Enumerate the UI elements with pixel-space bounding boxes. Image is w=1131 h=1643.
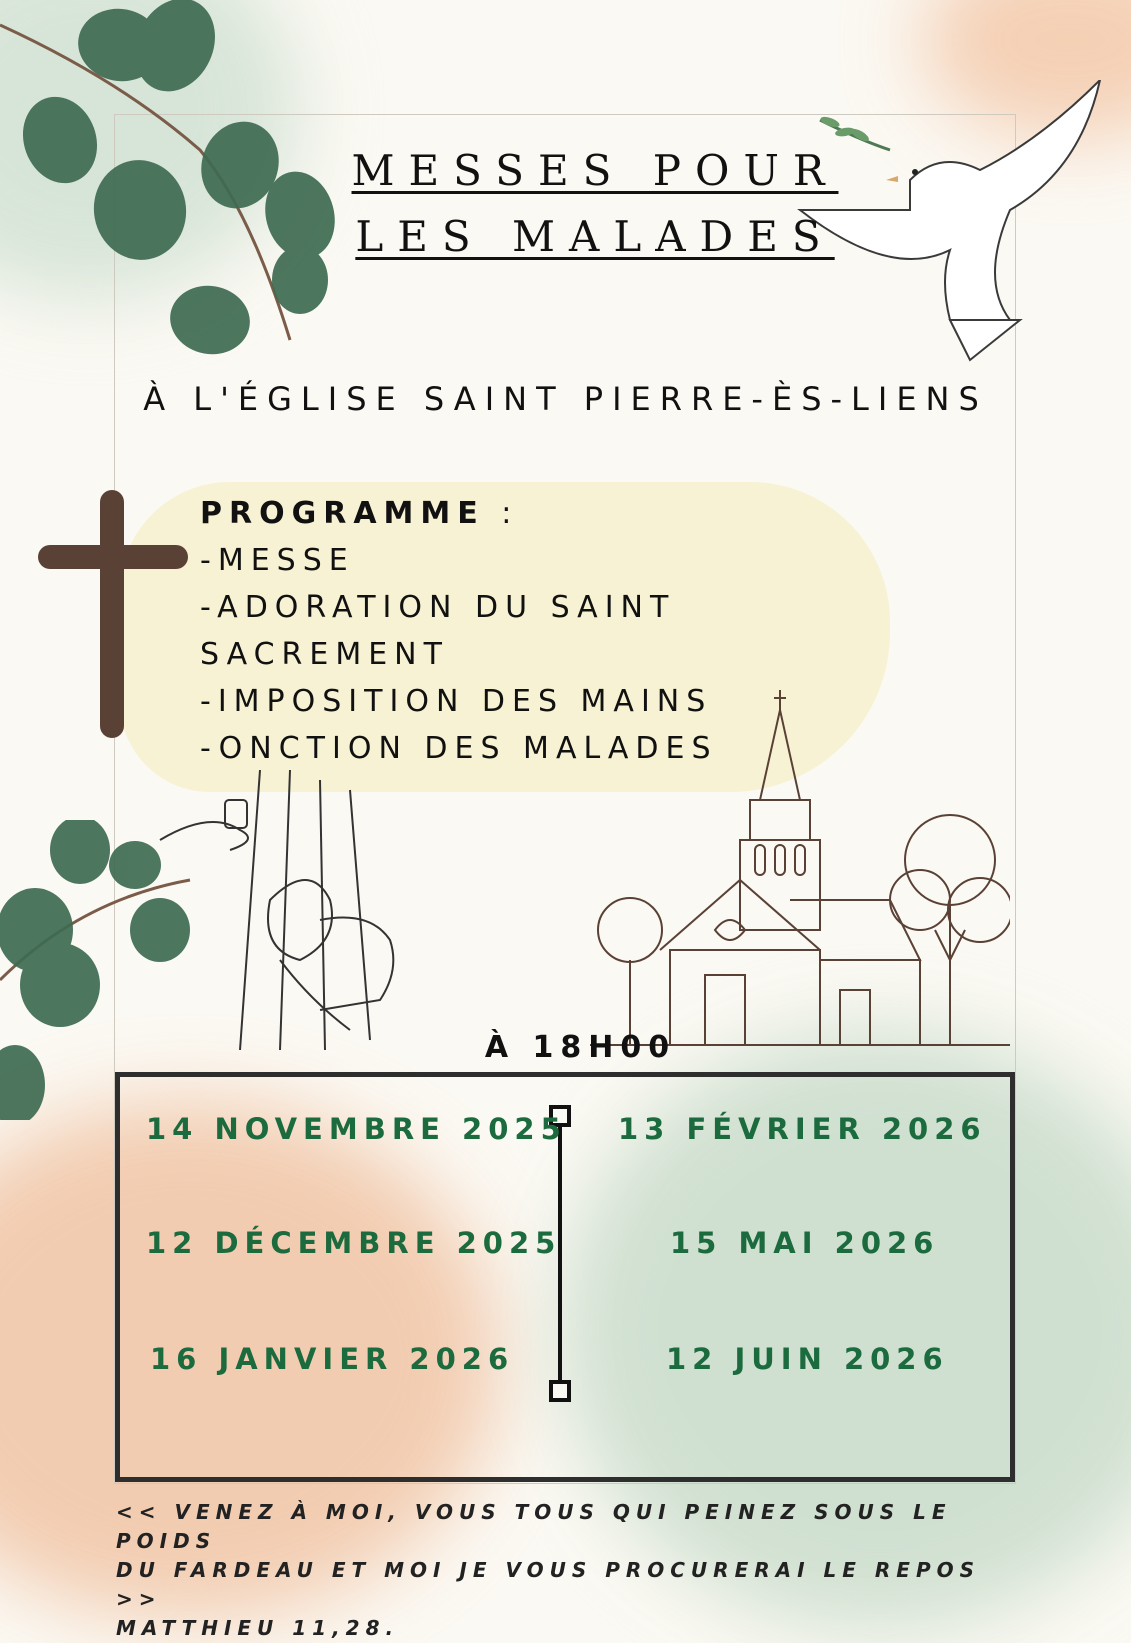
program-heading: PROGRAMME: [200, 496, 485, 531]
program-item: -MESSE: [200, 543, 355, 578]
title-line-1: MESSES POUR: [351, 146, 839, 195]
date-left-3: 16 JANVIER 2026: [150, 1342, 515, 1376]
quote-line: DU FARDEAU ET MOI JE VOUS PROCURERAI LE REPOS >>: [116, 1558, 981, 1611]
date-right-3: 12 JUIN 2026: [666, 1342, 949, 1376]
date-left-1: 14 NOVEMBRE 2025: [146, 1112, 567, 1146]
anointing-hands-icon: [150, 770, 430, 1050]
cross-icon: [100, 490, 124, 738]
leafy-branch-icon: [0, 0, 360, 360]
quote-line: << VENEZ À MOI, VOUS TOUS QUI PEINEZ SOUS LE POIDS: [116, 1500, 952, 1553]
program-item: -ONCTION DES MALADES: [200, 731, 718, 766]
date-left-2: 12 DÉCEMBRE 2025: [146, 1226, 562, 1260]
page-title: [345, 138, 845, 270]
date-right-1: 13 FÉVRIER 2026: [618, 1112, 987, 1146]
date-right-2: 15 MAI 2026: [670, 1226, 940, 1260]
program-item: -ADORATION DU SAINT: [200, 590, 676, 625]
program-item: SACREMENT: [200, 637, 449, 672]
location-text: À L'ÉGLISE SAINT PIERRE-ÈS-LIENS: [143, 380, 988, 418]
quote-reference: MATTHIEU 11,28.: [116, 1616, 400, 1640]
program-colon: :: [484, 496, 519, 531]
title-line-2: LES MALADES: [355, 212, 835, 261]
program-item: -IMPOSITION DES MAINS: [200, 684, 713, 719]
time-text: À 18H00: [484, 1030, 677, 1065]
cross-icon: [38, 545, 188, 569]
church-icon: [590, 690, 1010, 1050]
bible-quote: [116, 1498, 1016, 1643]
